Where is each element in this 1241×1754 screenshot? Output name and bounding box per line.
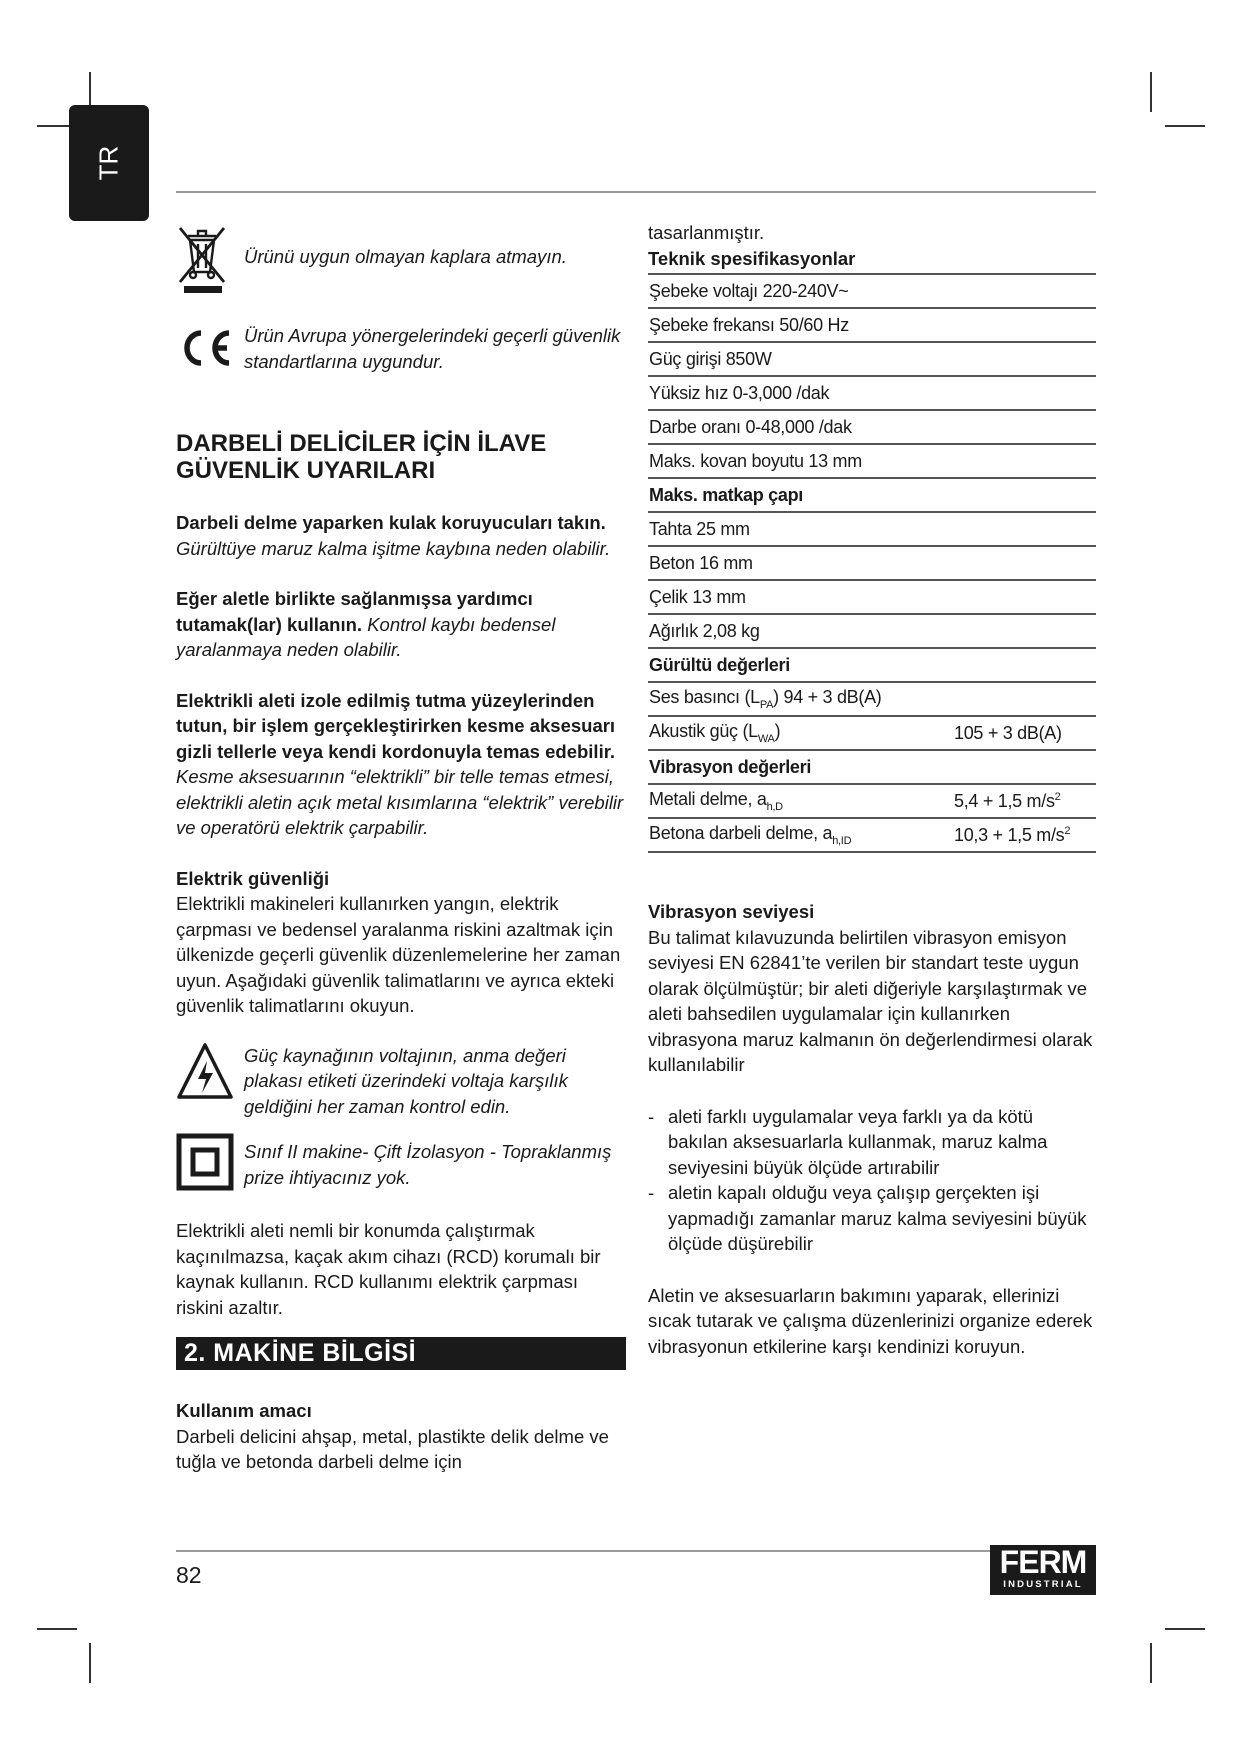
sound-power-close: ) (774, 721, 781, 741)
ce-text: Ürün Avrupa yönergelerindeki geçerli güvenlik standartlarına uygundur. (244, 325, 621, 372)
section-2-title: 2. MAKİNE BİLGİSİ (176, 1337, 626, 1370)
vib-concrete-value: 10,3 + 1,5 m/s (954, 824, 1065, 845)
logo-main: FERM (999, 1544, 1087, 1580)
symbol-row-bin (176, 222, 626, 299)
sound-pressure-sub: PA (759, 699, 774, 711)
spec-row (648, 581, 1096, 615)
spec-label: Maks. kovan boyutu 13 mm (649, 450, 862, 471)
spec-row (648, 649, 1096, 683)
vibration-values-heading: Vibrasyon değerleri (649, 756, 812, 777)
spec-row (648, 411, 1096, 445)
spec-row-sound-power (648, 717, 1096, 751)
spec-label: Darbe oranı 0-48,000 /dak (649, 416, 852, 437)
vibration-level-body: Bu talimat kılavuzunda belirtilen vibrasyon emisyon seviyesi EN 62841’te verilen bir standart teste uygun olarak ölçülmüştür; bir aleti diğeriyle karşılaştırmak ve aleti bahsedilen uygulamalar için kullanırken vibrasyona maruz kalmanın ön değerlendirmesi olarak kullanılabilir (648, 926, 1093, 1075)
spec-row (648, 615, 1096, 649)
spec-label: Yüksiz hız 0-3,000 /dak (649, 382, 830, 403)
spec-label: Çelik 13 mm (649, 586, 746, 607)
list-item: - aletin kapalı olduğu veya çalışıp gerçekten işi yapmadığı zamanlar maruz kalma seviyesini büyük ölçüde düşürebilir (648, 1180, 1096, 1257)
spec-label (649, 687, 954, 711)
voltage-check-text: Güç kaynağının voltajının, anma değeri plakası etiketi üzerindeki voltaja karşılık geldiğini her zaman kontrol edin. (244, 1044, 568, 1117)
header-rule (176, 191, 1096, 193)
warning-3-italic: Kesme aksesuarının “elektrikli” bir telle temas etmesi, elektrikli aletin açık metal kısımlarına “elektrik” verebilir ve operatörü elektrik çarpabilir. (176, 766, 624, 838)
vib-metal-value-cell (954, 791, 1096, 812)
ce-mark-icon (176, 323, 234, 378)
vib-concrete-value-cell (954, 825, 1096, 846)
vib-metal-sub: h,D (766, 801, 783, 813)
usage-continued: tasarlanmıştır. (648, 222, 765, 243)
spec-label (649, 823, 954, 847)
spec-row (648, 343, 1096, 377)
sound-power-label: Akustik güç (L (649, 721, 758, 741)
language-tab (69, 105, 149, 221)
spec-row-vibration-heading (648, 751, 1096, 785)
crop-mark (37, 1628, 77, 1630)
sound-pressure-label: Ses basıncı (L (649, 687, 760, 707)
spec-row (648, 547, 1096, 581)
warning-1-bold: Darbeli delme yaparken kulak koruyucuları takın. (176, 512, 606, 533)
warning-3-bold: Elektrikli aleti izole edilmiş tutma yüzeylerinden tutun, bir işlem gerçekleştirirken kesme aksesuarı gizli tellerle veya kendi kordonuyla temas edebilir. (176, 689, 616, 762)
vib-concrete-sub: h,ID (832, 835, 852, 847)
warning-paragraph-3 (176, 688, 626, 841)
spec-label (649, 789, 954, 813)
sound-pressure-value: ) 94 + 3 dB(A) (773, 687, 882, 707)
page-number: 82 (176, 1562, 202, 1588)
crossed-bin-icon (176, 222, 234, 299)
spec-table (648, 273, 1096, 853)
sound-power-value: 105 + 3 dB(A) (954, 722, 1062, 743)
spec-label: Ağırlık 2,08 kg (649, 620, 760, 641)
spec-row (648, 309, 1096, 343)
crop-mark (1165, 125, 1205, 127)
high-voltage-icon (176, 1041, 234, 1108)
footer-rule (176, 1550, 1096, 1552)
usage-body: Darbeli delicini ahşap, metal, plastikte delik delme ve tuğla ve betonda darbeli delme için (176, 1425, 609, 1472)
crop-mark (1150, 1643, 1152, 1683)
warning-2-bold: Eğer aletle birlikte sağlanmışsa yardımcı tutamak(lar) kullanın. (176, 588, 533, 635)
spec-label (649, 721, 954, 745)
spec-row (648, 445, 1096, 479)
warning-paragraph-2 (176, 586, 626, 663)
warning-1-italic: Gürültüye maruz kalma işitme kaybına neden olabilir. (176, 537, 611, 559)
left-column (176, 222, 626, 1475)
spec-row-vib-concrete (648, 819, 1096, 853)
class2-text: Sınıf II makine- Çift İzolasyon - Topraklanmış prize ihtiyacınız yok. (244, 1141, 612, 1188)
spec-label: Tahta 25 mm (649, 518, 750, 539)
warning-paragraph-1 (176, 510, 626, 561)
crop-mark (1165, 1628, 1205, 1630)
list-item: - aleti farklı uygulamalar veya farklı ya da kötü bakılan aksesuarlarla kullanmak, maruz kalma seviyesini büyük ölçüde artırabilir (648, 1104, 1096, 1181)
warning-2-italic: Kontrol kaybı bedensel yaralanmaya neden olabilir. (176, 613, 556, 660)
squared-sup: 2 (1064, 824, 1071, 837)
bin-warning-text: Ürünü uygun olmayan kaplara atmayın. (244, 246, 567, 267)
electric-safety-body: Elektrikli makineleri kullanırken yangın, elektrik çarpması ve bedensel yaralanma riskini azaltmak için ülkenizde geçerli güvenlik düzenlemelerine her zaman uyun. Aşağıdaki güvenlik talimatlarını ve ayrıca ekteki güvenlik talimatlarını okuyun. (176, 893, 621, 1016)
spec-row (648, 275, 1096, 309)
spec-label: Maks. matkap çapı (649, 484, 803, 505)
spec-label: Şebeke voltajı 220-240V~ (649, 280, 849, 301)
spec-row-sound-pressure (648, 683, 1096, 717)
vib-metal-label: Metali delme, a (649, 789, 767, 809)
sound-power-sub: WA (757, 733, 775, 745)
right-column (648, 220, 1096, 1359)
crop-mark (1150, 72, 1152, 112)
double-insulation-icon (176, 1133, 234, 1196)
spec-row (648, 479, 1096, 513)
vibration-bullets (648, 1104, 1096, 1257)
spec-label: Beton 16 mm (649, 552, 753, 573)
vibration-level-heading: Vibrasyon seviyesi (648, 901, 815, 922)
symbol-row-voltage (176, 1041, 626, 1120)
usage-heading: Kullanım amacı (176, 1400, 312, 1421)
spec-label: Güç girişi 850W (649, 348, 772, 369)
warnings-title-line2: GÜVENLİK UYARILARI (176, 457, 436, 484)
vibration-closing: Aletin ve aksesuarların bakımını yaparak, ellerinizi sıcak tutarak ve çalışma düzenlerinizi organize ederek vibrasyonun etkilerine karşı kendinizi koruyun. (648, 1284, 1093, 1357)
electric-safety-heading: Elektrik güvenliği (176, 867, 330, 889)
vib-metal-value: 5,4 + 1,5 m/s (954, 790, 1055, 811)
spec-row (648, 377, 1096, 411)
rcd-paragraph: Elektrikli aleti nemli bir konumda çalıştırmak kaçınılmazsa, kaçak akım cihazı (RCD) korumalı bir kaynak kullanın. RCD kullanımı elektrik çarpması riskini azaltır. (176, 1220, 601, 1318)
symbol-row-ce (176, 323, 626, 378)
spec-row-vib-metal (648, 785, 1096, 819)
logo-sub: INDUSTRIAL (1003, 1579, 1083, 1590)
vib-concrete-label: Betona darbeli delme, a (649, 823, 833, 843)
spec-heading: Teknik spesifikasyonlar (648, 247, 856, 269)
spec-row (648, 513, 1096, 547)
spec-label: Gürültü değerleri (649, 654, 790, 675)
squared-sup: 2 (1054, 790, 1061, 803)
warnings-title-line1: DARBELİ DELİCİLER İÇİN İLAVE (176, 430, 547, 457)
language-code: TR (93, 145, 124, 181)
spec-label: Şebeke frekansı 50/60 Hz (649, 314, 849, 335)
ferm-logo (990, 1545, 1096, 1595)
symbol-row-class2 (176, 1133, 626, 1196)
warnings-title (176, 430, 626, 484)
crop-mark (89, 1643, 91, 1683)
